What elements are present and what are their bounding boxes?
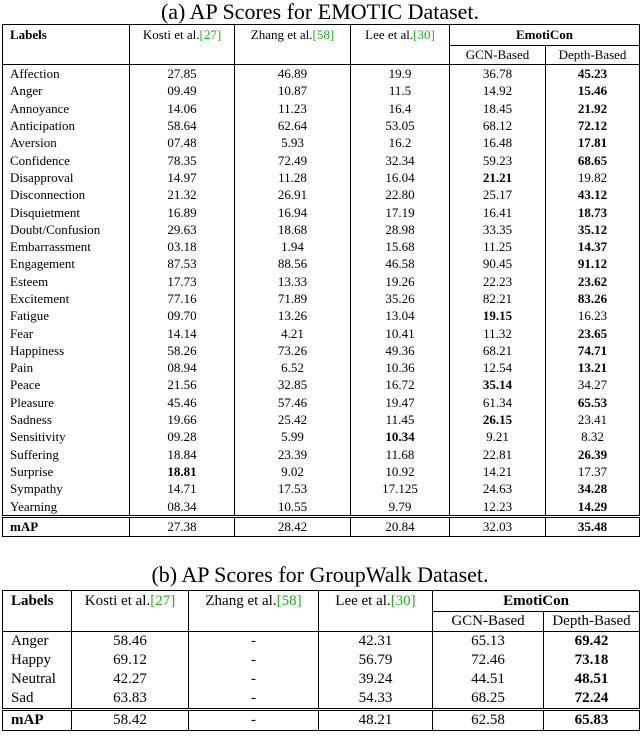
- value-cell: 1.94: [235, 238, 351, 255]
- value-cell: 16.4: [351, 100, 450, 117]
- value-cell: 18.68: [235, 221, 351, 238]
- value-cell: 45.46: [130, 394, 235, 411]
- table-row: [3, 186, 640, 203]
- value-cell: 19.66: [130, 411, 235, 428]
- value-cell: 82.21: [450, 290, 546, 307]
- emotic-ap-table: [2, 24, 640, 537]
- value-cell: 19.9: [351, 65, 450, 83]
- value-cell: 16.23: [546, 307, 640, 324]
- value-cell: 17.37: [546, 463, 640, 480]
- header-zhang-text: Zhang et al.: [250, 27, 313, 42]
- value-cell: 4.21: [235, 324, 351, 341]
- table-row: [3, 689, 640, 710]
- value-cell: -: [189, 651, 319, 670]
- row-label: Confidence: [3, 151, 130, 168]
- table-row: [3, 203, 640, 220]
- value-cell: 36.78: [450, 65, 546, 83]
- map-value: 48.21: [319, 709, 433, 730]
- value-cell: 35.12: [546, 221, 640, 238]
- header-labels: Labels: [3, 590, 72, 631]
- value-cell: 11.68: [351, 446, 450, 463]
- header-row: [3, 25, 640, 46]
- value-cell: 5.99: [235, 428, 351, 445]
- value-cell: 73.18: [544, 651, 640, 670]
- row-label: Sensitivity: [3, 428, 130, 445]
- value-cell: 68.25: [433, 689, 544, 710]
- map-label: mAP: [3, 709, 72, 730]
- value-cell: 21.56: [130, 376, 235, 393]
- row-label: Engagement: [3, 255, 130, 272]
- header-kosti-text: Kosti et al.: [84, 592, 151, 609]
- table-row: [3, 273, 640, 290]
- table-row: [3, 359, 640, 376]
- row-label: Happy: [3, 651, 72, 670]
- value-cell: 72.24: [544, 689, 640, 710]
- row-label: Anger: [3, 631, 72, 651]
- value-cell: 44.51: [433, 670, 544, 689]
- row-label: Embarrassment: [3, 238, 130, 255]
- value-cell: -: [189, 689, 319, 710]
- row-label: Esteem: [3, 273, 130, 290]
- header-lee-text: Lee et al.: [365, 27, 414, 42]
- row-label: Annoyance: [3, 100, 130, 117]
- header-zhang-citation: [58]: [312, 27, 335, 42]
- value-cell: 48.51: [544, 670, 640, 689]
- header-zhang: [235, 25, 351, 65]
- map-value: 58.42: [72, 709, 189, 730]
- value-cell: 42.31: [319, 631, 433, 651]
- value-cell: 5.93: [235, 134, 351, 151]
- value-cell: 11.23: [235, 100, 351, 117]
- value-cell: 71.89: [235, 290, 351, 307]
- value-cell: 17.73: [130, 273, 235, 290]
- value-cell: 11.25: [450, 238, 546, 255]
- header-kosti: [72, 590, 189, 631]
- value-cell: 23.41: [546, 411, 640, 428]
- value-cell: 34.27: [546, 376, 640, 393]
- table-row: [3, 631, 640, 651]
- table-row: [3, 290, 640, 307]
- value-cell: 28.98: [351, 221, 450, 238]
- header-gcn: GCN-Based: [450, 46, 546, 65]
- header-lee-citation: [30]: [413, 27, 435, 42]
- value-cell: 90.45: [450, 255, 546, 272]
- value-cell: 88.56: [235, 255, 351, 272]
- value-cell: -: [189, 670, 319, 689]
- header-kosti-text: Kosti et al.: [142, 27, 200, 42]
- value-cell: 17.53: [235, 480, 351, 497]
- value-cell: -: [189, 631, 319, 651]
- value-cell: 69.42: [544, 631, 640, 651]
- value-cell: 16.94: [235, 203, 351, 220]
- value-cell: 49.36: [351, 342, 450, 359]
- value-cell: 25.42: [235, 411, 351, 428]
- table-row: [3, 100, 640, 117]
- value-cell: 14.92: [450, 82, 546, 99]
- table-row: [3, 411, 640, 428]
- value-cell: 72.12: [546, 117, 640, 134]
- value-cell: 07.48: [130, 134, 235, 151]
- value-cell: 19.82: [546, 169, 640, 186]
- value-cell: 23.65: [546, 324, 640, 341]
- value-cell: 16.72: [351, 376, 450, 393]
- header-emoticon: EmotiCon: [433, 590, 640, 611]
- table-row: [3, 428, 640, 445]
- value-cell: 11.5: [351, 82, 450, 99]
- map-value: 62.58: [433, 709, 544, 730]
- value-cell: 10.41: [351, 324, 450, 341]
- value-cell: 53.05: [351, 117, 450, 134]
- header-row: [3, 590, 640, 611]
- value-cell: 17.19: [351, 203, 450, 220]
- value-cell: 63.83: [72, 689, 189, 710]
- value-cell: 14.37: [546, 238, 640, 255]
- value-cell: 46.89: [235, 65, 351, 83]
- value-cell: 9.21: [450, 428, 546, 445]
- value-cell: 35.14: [450, 376, 546, 393]
- value-cell: 22.81: [450, 446, 546, 463]
- value-cell: 35.26: [351, 290, 450, 307]
- value-cell: 10.34: [351, 428, 450, 445]
- header-depth: Depth-Based: [544, 611, 640, 631]
- value-cell: 18.73: [546, 203, 640, 220]
- row-label: Aversion: [3, 134, 130, 151]
- value-cell: 65.53: [546, 394, 640, 411]
- row-label: Disconnection: [3, 186, 130, 203]
- value-cell: 16.48: [450, 134, 546, 151]
- map-value: 20.84: [351, 516, 450, 536]
- summary-row: [3, 709, 640, 730]
- table-row: [3, 151, 640, 168]
- table-row: [3, 670, 640, 689]
- map-value: 28.42: [235, 516, 351, 536]
- map-value: 35.48: [546, 516, 640, 536]
- groupwalk-ap-table: [2, 590, 640, 731]
- value-cell: 17.81: [546, 134, 640, 151]
- value-cell: 15.46: [546, 82, 640, 99]
- table-row: [3, 117, 640, 134]
- table-row: [3, 394, 640, 411]
- header-zhang-text: Zhang et al.: [205, 592, 277, 609]
- value-cell: 58.26: [130, 342, 235, 359]
- row-label: Excitement: [3, 290, 130, 307]
- table-row: [3, 134, 640, 151]
- value-cell: 29.63: [130, 221, 235, 238]
- value-cell: 26.15: [450, 411, 546, 428]
- row-label: Peace: [3, 376, 130, 393]
- value-cell: 6.52: [235, 359, 351, 376]
- header-lee: [319, 590, 433, 631]
- row-label: Pain: [3, 359, 130, 376]
- table-row: [3, 376, 640, 393]
- row-label: Happiness: [3, 342, 130, 359]
- value-cell: 59.23: [450, 151, 546, 168]
- header-labels: Labels: [3, 25, 130, 65]
- row-label: Sympathy: [3, 480, 130, 497]
- value-cell: 18.84: [130, 446, 235, 463]
- value-cell: 58.46: [72, 631, 189, 651]
- value-cell: 45.23: [546, 65, 640, 83]
- value-cell: 33.35: [450, 221, 546, 238]
- header-lee: [351, 25, 450, 65]
- value-cell: 13.04: [351, 307, 450, 324]
- header-kosti-citation: [27]: [199, 27, 222, 42]
- value-cell: 03.18: [130, 238, 235, 255]
- value-cell: 56.79: [319, 651, 433, 670]
- row-label: Disapproval: [3, 169, 130, 186]
- table-row: [3, 446, 640, 463]
- value-cell: 19.26: [351, 273, 450, 290]
- value-cell: 14.29: [546, 497, 640, 516]
- table-row: [3, 651, 640, 670]
- value-cell: 54.33: [319, 689, 433, 710]
- value-cell: 09.49: [130, 82, 235, 99]
- value-cell: 72.46: [433, 651, 544, 670]
- value-cell: 14.21: [450, 463, 546, 480]
- table-row: [3, 463, 640, 480]
- value-cell: 09.28: [130, 428, 235, 445]
- value-cell: 73.26: [235, 342, 351, 359]
- value-cell: 74.71: [546, 342, 640, 359]
- value-cell: 13.33: [235, 273, 351, 290]
- header-zhang: [189, 590, 319, 631]
- header-depth: Depth-Based: [546, 46, 640, 65]
- value-cell: 57.46: [235, 394, 351, 411]
- value-cell: 12.54: [450, 359, 546, 376]
- map-value: 65.83: [544, 709, 640, 730]
- value-cell: 16.04: [351, 169, 450, 186]
- value-cell: 15.68: [351, 238, 450, 255]
- value-cell: 68.21: [450, 342, 546, 359]
- table-row: [3, 307, 640, 324]
- value-cell: 26.39: [546, 446, 640, 463]
- header-kosti-citation: [27]: [150, 592, 176, 609]
- row-label: Fatigue: [3, 307, 130, 324]
- value-cell: 08.34: [130, 497, 235, 516]
- table-row: [3, 169, 640, 186]
- header-lee-text: Lee et al.: [335, 592, 391, 609]
- value-cell: 18.81: [130, 463, 235, 480]
- table-row: [3, 324, 640, 341]
- value-cell: 14.06: [130, 100, 235, 117]
- row-label: Pleasure: [3, 394, 130, 411]
- value-cell: 69.12: [72, 651, 189, 670]
- value-cell: 14.97: [130, 169, 235, 186]
- value-cell: 19.15: [450, 307, 546, 324]
- value-cell: 08.94: [130, 359, 235, 376]
- value-cell: 78.35: [130, 151, 235, 168]
- map-value: -: [189, 709, 319, 730]
- value-cell: 17.125: [351, 480, 450, 497]
- value-cell: 14.71: [130, 480, 235, 497]
- summary-row: [3, 516, 640, 536]
- value-cell: 42.27: [72, 670, 189, 689]
- row-label: Fear: [3, 324, 130, 341]
- value-cell: 32.34: [351, 151, 450, 168]
- value-cell: 8.32: [546, 428, 640, 445]
- value-cell: 46.58: [351, 255, 450, 272]
- value-cell: 39.24: [319, 670, 433, 689]
- value-cell: 62.64: [235, 117, 351, 134]
- row-label: Anger: [3, 82, 130, 99]
- value-cell: 10.55: [235, 497, 351, 516]
- row-label: Sad: [3, 689, 72, 710]
- header-zhang-citation: [58]: [276, 592, 302, 609]
- value-cell: 23.62: [546, 273, 640, 290]
- table-row: [3, 65, 640, 83]
- value-cell: 87.53: [130, 255, 235, 272]
- header-lee-citation: [30]: [390, 592, 416, 609]
- value-cell: 9.02: [235, 463, 351, 480]
- row-label: Disquietment: [3, 203, 130, 220]
- value-cell: 21.21: [450, 169, 546, 186]
- value-cell: 23.39: [235, 446, 351, 463]
- header-kosti: [130, 25, 235, 65]
- table-row: [3, 480, 640, 497]
- value-cell: 19.47: [351, 394, 450, 411]
- value-cell: 10.92: [351, 463, 450, 480]
- value-cell: 83.26: [546, 290, 640, 307]
- header-emoticon: EmotiCon: [450, 25, 640, 46]
- value-cell: 68.12: [450, 117, 546, 134]
- table-row: [3, 255, 640, 272]
- value-cell: 13.26: [235, 307, 351, 324]
- value-cell: 11.32: [450, 324, 546, 341]
- value-cell: 22.80: [351, 186, 450, 203]
- row-label: Suffering: [3, 446, 130, 463]
- value-cell: 26.91: [235, 186, 351, 203]
- value-cell: 27.85: [130, 65, 235, 83]
- value-cell: 21.92: [546, 100, 640, 117]
- value-cell: 32.85: [235, 376, 351, 393]
- value-cell: 11.45: [351, 411, 450, 428]
- table1-title: (a) AP Scores for EMOTIC Dataset.: [160, 0, 480, 24]
- table-row: [3, 342, 640, 359]
- map-label: mAP: [3, 516, 130, 536]
- row-label: Sadness: [3, 411, 130, 428]
- value-cell: 43.12: [546, 186, 640, 203]
- value-cell: 21.32: [130, 186, 235, 203]
- row-label: Anticipation: [3, 117, 130, 134]
- value-cell: 68.65: [546, 151, 640, 168]
- value-cell: 12.23: [450, 497, 546, 516]
- value-cell: 77.16: [130, 290, 235, 307]
- row-label: Surprise: [3, 463, 130, 480]
- value-cell: 65.13: [433, 631, 544, 651]
- table-row: [3, 82, 640, 99]
- map-value: 32.03: [450, 516, 546, 536]
- row-label: Doubt/Confusion: [3, 221, 130, 238]
- header-gcn: GCN-Based: [433, 611, 544, 631]
- table2-title: (b) AP Scores for GroupWalk Dataset.: [151, 561, 489, 587]
- value-cell: 22.23: [450, 273, 546, 290]
- value-cell: 25.17: [450, 186, 546, 203]
- value-cell: 16.41: [450, 203, 546, 220]
- value-cell: 10.36: [351, 359, 450, 376]
- value-cell: 11.28: [235, 169, 351, 186]
- table-row: [3, 221, 640, 238]
- row-label: Affection: [3, 65, 130, 83]
- value-cell: 18.45: [450, 100, 546, 117]
- value-cell: 24.63: [450, 480, 546, 497]
- value-cell: 58.64: [130, 117, 235, 134]
- map-value: 27.38: [130, 516, 235, 536]
- value-cell: 91.12: [546, 255, 640, 272]
- value-cell: 09.70: [130, 307, 235, 324]
- value-cell: 16.89: [130, 203, 235, 220]
- value-cell: 72.49: [235, 151, 351, 168]
- row-label: Neutral: [3, 670, 72, 689]
- value-cell: 14.14: [130, 324, 235, 341]
- value-cell: 61.34: [450, 394, 546, 411]
- row-label: Yearning: [3, 497, 130, 516]
- value-cell: 16.2: [351, 134, 450, 151]
- value-cell: 34.28: [546, 480, 640, 497]
- value-cell: 10.87: [235, 82, 351, 99]
- table-row: [3, 238, 640, 255]
- value-cell: 13.21: [546, 359, 640, 376]
- table-row: [3, 497, 640, 516]
- value-cell: 9.79: [351, 497, 450, 516]
